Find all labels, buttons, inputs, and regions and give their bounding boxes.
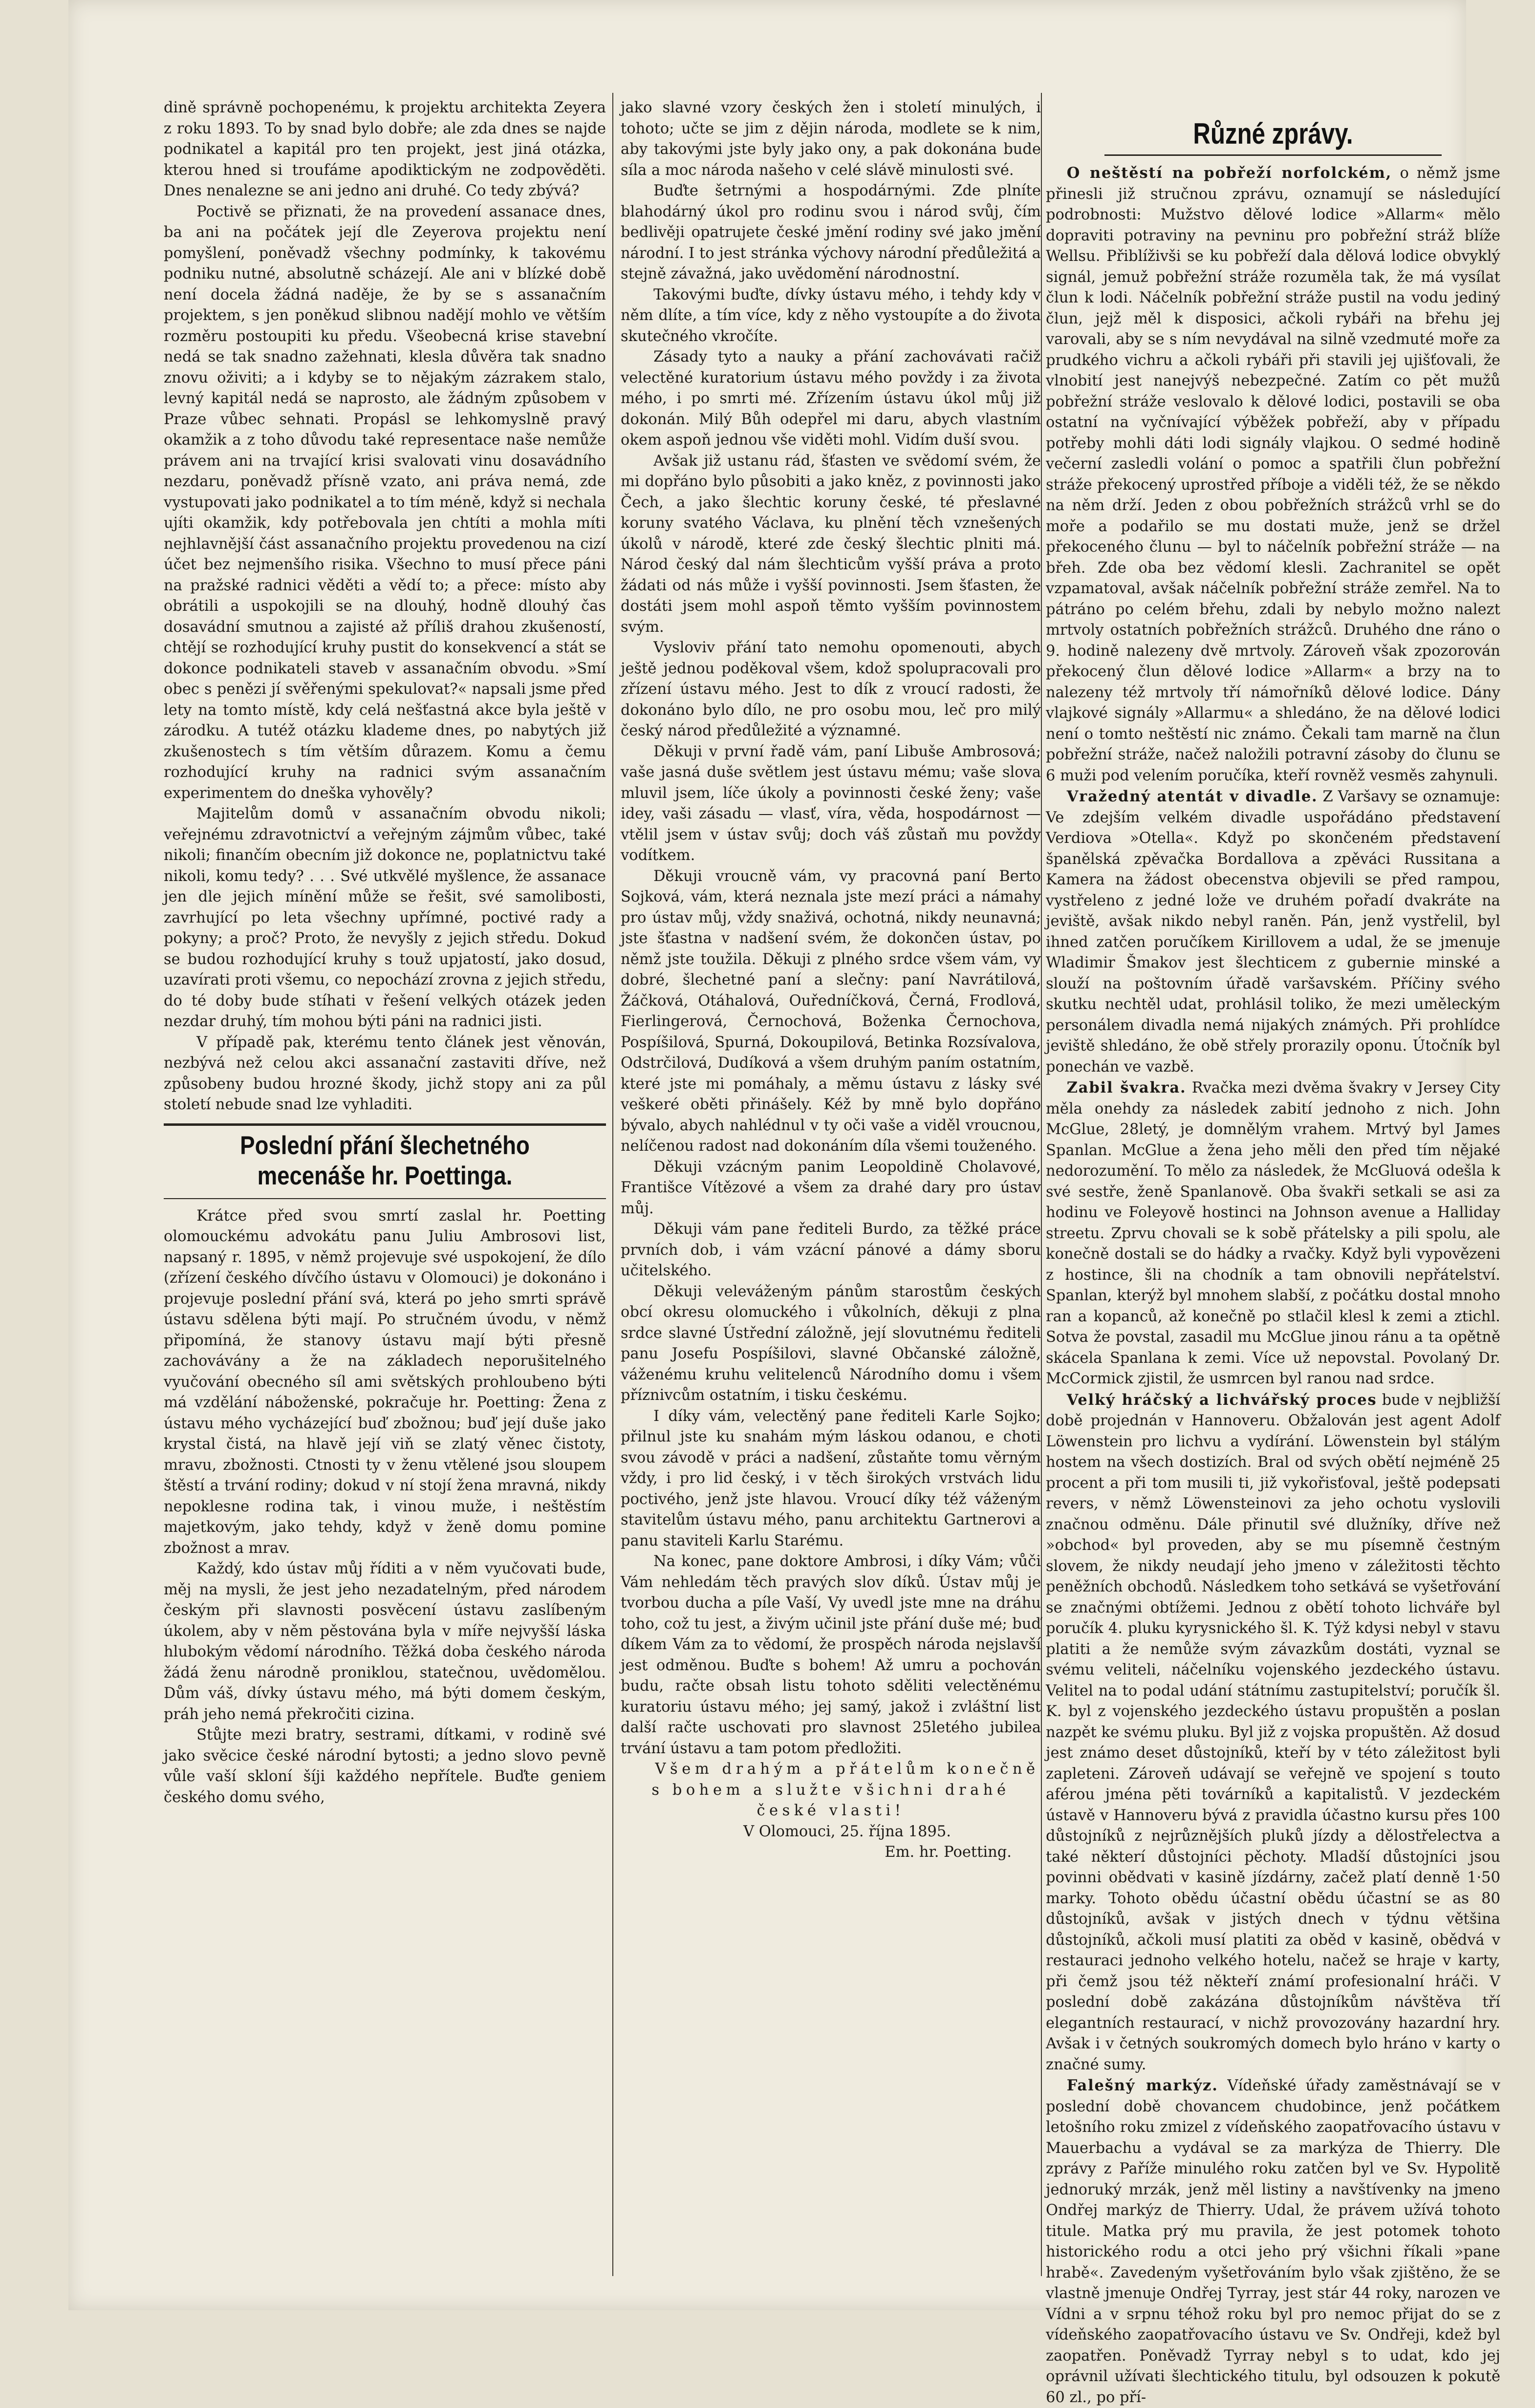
section-title: Různé zprávy. (1193, 117, 1353, 150)
news-item-title: Zabil švakra. (1066, 1079, 1187, 1096)
article-paragraph: Stůjte mezi bratry, sestrami, dítkami, v rodině své jako svěcice české národní bytosti; a jedno slovo pevně vůle vaší skloní šíji každého nepřítele. Buďte geniem českého domu svého, (164, 1726, 606, 1806)
article-paragraph: Buďte šetrnými a hospodárnými. Zde plníte blahodárný úkol pro rodinu svou i národ svůj, čím bedlivěji opatrujete české jmění rodiny své jako jmění národní. I to jest stránka výchovy národní předůležitá a stejně závažná, jako uvědomění národnostní. (621, 182, 1041, 282)
news-item-title: Velký hráčský a lichvářský proces (1066, 1391, 1377, 1409)
section-rule (1104, 154, 1442, 156)
signature: Em. hr. Poetting. (885, 1844, 1012, 1861)
news-item-title: Vražedný atentát v divadle. (1066, 788, 1318, 805)
news-item-text: Z Varšavy se oznamuje: Ve zdejším velkém divadle uspořádáno představení Verdiova »Otella«. Když po skončeném představení španělská zpěvačka Bordallova a zpěváci Russitana a Kamera na žádost obecenstva objevili se před rampou, vystřeleno z jedné lože ve druhém pořadí dvakráte na jeviště, avšak nikdo nebyl raněn. Pán, jenž vystřelil, byl ihned zatčen poručíkem Kirillovem a udal, že se jmenuje Wladimir Šmakov jest šlechticem z gubernie minské a slouží na poštovním úřadě varšavském. Příčiny svého skutku nechtěl udat, prohlásil toliko, že mezi uměleckým personálem divadla nemá nijakých známých. Při prohlídce jeviště shledáno, že obě střely prorazily oponu. Útočník byl ponechán ve vazbě. (1046, 788, 1501, 1075)
article-paragraph: Vysloviv přání tato nemohu opomenouti, abych ještě jednou poděkoval všem, kdož spolupracovali pro zřízení ústavu mého. Jest to dík z vroucí radosti, že dokonáno bylo dílo, ne pro osobu mou, leč pro milý český národ předůležité a významné. (621, 639, 1041, 739)
newspaper-page (68, 0, 1501, 2406)
headline-rule (164, 1198, 606, 1199)
news-item (1046, 2075, 1500, 2408)
article-paragraph: Děkuji veleváženým pánům starostům českých obcí okresu olomuckého i vůkolních, děkuji z plna srdce slavné Ústřední záložně, její slovutnému řediteli panu Josefu Pospíšilovi, slavné Občanské záložně, váženému kruhu velitelenců Národního domu i všem příznivcům ostatním, i tisku českému. (621, 1283, 1041, 1404)
column-right (1046, 98, 1501, 2406)
article-paragraph: Zásady tyto a nauky a přání zachovávati račiž velectěné kuratorium ústavu mého povždy i za života mého, i po smrti mé. Zřízením ústavu úkol můj již dokonán. Milý Bůh odepřel mi daru, abych vlastním okem aspoň jednou vše viděti mohl. Vidím duší svou. (621, 348, 1041, 449)
article-headline: Poslední přání šlechetného mecenáše hr. Poettinga. (240, 1131, 530, 1190)
article-paragraph: dině správně pochopenému, k projektu architekta Zeyera z roku 1893. To by snad bylo dobře; ale zda dnes se najde podnikatel a kapitál pro ten projekt, jest jiná otázka, kterou hned si troufáme apodiktickým ne zodpověděti. Dnes nenalezne se ani jedno ani druhé. Co tedy zbývá? (164, 99, 606, 199)
news-item (1046, 163, 1500, 786)
news-item-text: o němž jsme přinesli již stručnou zprávu, oznamují se následující podrobnosti: Mužstvo dělové lodice »Allarm« mělo dopraviti potraviny na pevninu pro pobřežní stráž blíže Wellsu. Přiblíživši se ku pobřeží dala dělová lodice obvyklý signál, jemuž pobřežní stráže rozuměla tak, že má vysílat člun k lodi. Náčelník pobřežní stráže pustil na vodu jediný člun, jejž měl k disposici, ačkoli rybáři na břehu jej varovali, aby se s ním nevydával na silně vzedmuté moře za prudkého vichru a ačkoli rybáři při stavili jej ujišťovali, že vlnobití jest nanejvýš nebezpečné. Zatím co pět mužů pobřežní stráže veslovalo k dělové lodici, postavili se oba ostatní na vyčnívající výběžek pobřeží, aby v případu potřeby mohli dáti lodi signály vlajkou. O sedmé hodině večerní zasledli volání o pomoc a spatřili člun pobřežní stráže překocený uprostřed příboje a viděli též, že se někdo na něm drží. Jeden z obou pobřežních strážců vrhl se do moře a podařilo se mu dostati muže, jenž se držel překoceného člunu — byl to náčelník pobřežní stráže — na břeh. Zde oba bez vědomí klesli. Zachranitel se opět vzpamatoval, avšak náčelník pobřežní stráže zemřel. Na to pátráno po celém břehu, zdali by nebylo možno nalezt mrtvoly ostatních pobřežních strážců. Druhého dne ráno o 9. hodině nalezeny dvě mrtvoly. Zároveň však zpozorován překocený člun dělové lodice »Allarm« a brzy na to nalezeny též mrtvoly tří námořníků dělové lodice. Dány vlajkové signály »Allarmu« a shledáno, že na dělové lodici není o tomto neštěstí nic známo. Čekali tam marně na člun pobřežní stráže, načež naložili potravní zásoby do člunu se 6 muži pod velením poručíka, kteří rovněž vesměs zahynuli. (1046, 165, 1500, 784)
article-paragraph: Každý, kdo ústav můj říditi a v něm vyučovati bude, měj na mysli, že jest jeho nezadatelným, před národem českým při slavnosti posvěcení ústavu zaslíbeným úkolem, aby v něm pěstována byla v míře nejvyšší láska hlubokým vědomí národního. Těžká doba českého národa žádá ženu národně proniklou, statečnou, uvědomělou. Dům váš, dívky ústavu mého, má býti domem českým, práh jeho nemá překročiti cizina. (164, 1560, 606, 1723)
news-item-text: Vídeňské úřady zaměstnávají se v poslední době chovancem chudobince, jenž počátkem letošního roku zmizel z vídeňského zaopatřovacího ústavu v Mauerbachu a vydával se za markýza de Thierry. Dle zprávy z Paříže minulého roku zatčen byl ve Sv. Hypolitě jednoruký mrzák, jenž měl listiny a navštívenky na jmeno Ondřej markýz de Thierry. Udal, že právem užívá tohoto titule. Matka prý mu pravila, že jest potomek tohoto historického rodu a otci jeho prý všichni říkali »pane hrabě«. Zavedeným vyšetřováním bylo však zjištěno, že se vlastně jmenuje Ondřej Tyrray, jest stár 44 roky, narozen ve Vídni a v srpnu téhož roku byl pro nemoc přijat do se z vídeňského zaopatřovacího ústavu ve Sv. Ondřeji, kdež byl zaopatřen. Poněvadž Tyrray nebyl s to udat, kdo jej oprávnil užívati šlechtického titulu, byl odsouzen k pokutě 60 zl., po pří- (1046, 2077, 1500, 2406)
article-paragraph: Majitelům domů v assanačním obvodu nikoli; veřejnému zdravotnictví a veřejným zájmům vůbec, také nikoli; finančím obecním již dokonce ne, poplatnictvu také nikoli, komu tedy? . . . Své utkvělé myšlence, že assanace jen dle jejich mínění může se řešit, své samolibosti, zavrhující po leta všechny upřímné, poctivé rady a pokyny; a proč? Proto, že nevyšly z jejich středu. Dokud se budou rozhodující kruhy s touž upjatostí, jako dosud, uzavírati proti všemu, co nepochází zrovna z jejich středu, do té doby bude stíhati v řešení velkých otázek jeden nezdar druhý, tím mohou býti páni na radnici jisti. (164, 805, 606, 1030)
article-paragraph: Na konec, pane doktore Ambrosi, i díky Vám; vůči Vám nehledám těch pravých slov díků. Ústav můj je tvorbou ducha a píle Vaší, Vy uvedl jste mne na dráhu toho, což tu jest, a živým učinil jste přání duše mé; buď díkem Vám za to vědomí, že prospěch národa nejslavší jest odměnou. Buďte s bohem! Až umru a pochován budu, račte obsah listu tohoto sděliti velectěnému kuratoriu ústavu mého; jej samý, jakož i zvláštní list další račte uschovati pro slavnost 25letého jubilea trvání ústavu a tam potom předložiti. (621, 1553, 1041, 1757)
news-item-text: bude v nejbližší době projednán v Hannoveru. Obžalován jest agent Adolf Löwenstein pro lichvu a vydírání. Löwenstein byl stálým hostem na všech dostizích. Bral od svých obětí nejméně 25 procent a při tom musili ti, již vykořisťoval, ještě podepsati revers, v němž Löwensteinovi za jeho ochotu vyslovili značnou odměnu. Dále přinutil své dlužníky, dříve než »obchod« byl proveden, aby se mu písemně čestným slovem, že nikdy neudají jeho jmeno v záležitosti těchto peněžních obchodů. Následkem toho setkává se vyšetřování se značnými obtížemi. Jednou z obětí tohoto lichváře byl poručík 4. pluku kyrysnického šl. K. Týž kdysi nebyl v stavu platiti a že nemůže svým závazkům dostáti, vyznal se svému veliteli, náčelníku vojenského jezdeckého ústavu. Velitel na to podal udání státnímu zastupitelství; poručík šl. K. byl z vojenského jezdeckého ústavu propuštěn a poslan nazpět ke svému pluku. Byl již z vojska propuštěn. Až dosud jest známo deset důstojníků, kteří by v této záležitost byli zapleteni. Zároveň udávají se veřejně ve spojení s touto aférou jména pěti továrníků a kapitalistů. V jezdeckém ústavě v Hannoveru bývá z pravidla účastno kursu přes 100 důstojníků z nejrůznějších pluků jízdy a dělostřelectva a také některí důstojníci pěchoty. Mladší důstojníci jsou povinni obědvati v kasině jízdárny, začež platí denně 1·50 marky. Tohoto obědu účastní obědu účastní se as 80 důstojníků, avšak v jistých dnech v týdnu většina důstojníků, ačkoli musí platiti za oběd v kasině, obědvá v restauraci jednoho velkého hotelu, načež se hraje v karty, při čemž jsou též někteří známí profesionalní hráči. V poslední době zakázána důstojníkům návštěva tří elegantních restaurací, v nichž provozovány hazardní hry. Avšak i v četných soukromých domech bylo hráno v karty o značné sumy. (1046, 1391, 1501, 2073)
article-paragraph: Děkuji vzácným panim Leopoldině Cholavové, Františce Vítězové a všem za drahé dary pro ústav můj. (621, 1158, 1041, 1217)
closing-line: Všem drahým a přátelům konečně s bohem a služte všichni drahé české vlasti! (651, 1761, 1039, 1819)
news-item (1046, 1077, 1500, 1390)
article-paragraph: Děkuji vroucně vám, vy pracovná paní Berto Sojková, vám, která neznala jste mezí práci a námahy pro ústav můj, vždy snaživá, ochotná, nikdy neunavná; jste šťastna v nadšení svém, že dokončen ústav, po němž jste toužila. Děkuji z plného srdce všem vám, vy dobré, šlechetné paní a slečny: paní Navrátilová, Žáčková, Otáhalová, Ouředníčková, Černá, Frodlová, Fierlingerová, Černochová, Boženka Černochova, Pospíšilová, Spurná, Dokoupilová, Betinka Rozsívalova, Odstrčilová, Dudíková a všem druhým paním ostatním, které jste mi pomáhaly, a měmu ústavu z lásky své veškeré oběti přinášely. Kéž by mně bylo dopřáno bývalo, abych nahlédnul v ty oči vaše a viděl vroucnou, nelíčenou radost nad dokonáním díla všemi touženého. (621, 867, 1041, 1155)
article-paragraph: Děkuji v první řadě vám, paní Libuše Ambrosová; vaše jasná duše světlem jest ústavu mému; vaše slova mluvil jsem, líče úkoly a povinnosti české ženy; vaše idey, vaši zásadu — vlasť, víra, věda, hospodárnost — vtělil jsem v ústav svůj; doch váš zůstaň mu povždy vodítkem. (621, 743, 1041, 864)
news-item-title: Falešný markýz. (1066, 2077, 1218, 2094)
column-divider (1041, 93, 1042, 2276)
news-item (1046, 1390, 1500, 2076)
article-paragraph: Poctivě se přiznati, že na provedení assanace dnes, ba ani na počátek její dle Zeyerova projektu není pomyšlení, poněvadž všechny podmínky, k takovému podniku nutné, absolutně scházejí. Ale ani v blízké době není docela žádná naděje, že by se s assanačním projektem, s jen poněkud slibnou nadějí mohlo ve větším rozměru postoupiti ku předu. Všeobecná krise stavební nedá se tak snadno zažehnati, klesla důvěra tak snadno znovu oživiti; a i kdyby se to nějakým zázrakem stalo, levný kapitál nedá se naprosto, ale žádným způsobem v Praze vůbec sehnati. Propásl se lehkomyslně pravý okamžik a z toho důvodu také representace naše nemůže právem ani na trvající krisi svalovati vinu dosavádního nezdaru, poněvadž přísně vzato, ani práva nemá, zde vystupovati jako podnikatel a to tím méně, když si nechala ujíti okamžik, kdy potřebovala jen chtíti a mohla míti nejhlavnější část assanačního projektu provedenou na cizí účet bez nejmenšího risika. Všechno to musí přece páni na pražské radnici věděti a vědí to; a přece: místo aby obrátili a uspokojili se na dlouhý, hodně dlouhý čas dosavádní smutnou a zajisté až příliš drahou zkušeností, chtějí se rozhodující kruhy pustit do konsekvencí a stát se dokonce podnikateli staveb v assanačním obvodu. »Smí obec s penězi jí svěřenými spekulovat?« napsali jsme před lety na tomto místě, kdy celá nešťastná akce byla ještě v zárodku. A tutéž otázku klademe dnes, po nabytých již zkušenostech s tím větším důrazem. Komu a čemu rozhodující kruhy na radnici svým assanačním experimentem do dneška vyhověly? (164, 203, 606, 802)
column-left (164, 98, 606, 2276)
article-separator (164, 1123, 606, 1126)
article-paragraph: Avšak již ustanu rád, šťasten ve svědomí svém, že mi dopřáno bylo působiti a jako kněz, z povinnosti jako Čech, a jako šlechtic koruny české, té přeslavné koruny svatého Václava, ku plnění těch vznešených úkolů v národě, které zde český šlechtic plniti má. Národ český dal nám šlechticům vyšší práva a proto žádati od nás může i vyšší povinnosti. Jsem šťasten, že dostáti jsem mohl aspoň těmto vyšším povinnostem svým. (621, 452, 1041, 636)
article-paragraph: Krátce před svou smrtí zaslal hr. Poetting olomouckému advokátu panu Juliu Ambrosovi list, napsaný r. 1895, v němž projevuje své uspokojení, že dílo (zřízení českého dívčího ústavu v Olomouci) je dokonáno i projevuje poslední přání svá, která po jeho smrti správě ústavu sdělena býti mají. Po stručném úvodu, v němž připomíná, že stanovy ústavu mají býti přesně zachovávány a že na základech neporušitelného vyučování obecného síl ami světských prohloubeno býti má vzdělání náboženské, pokračuje hr. Poetting: Žena z ústavu mého vycházející buď zbožnou; buď její duše jako krystal čistá, na hlavě její viň se zlatý věnec čistoty, mravu, zbožnosti. Ctnosti ty v ženu vtělené jsou sloupem štěstí a trvání rodiny; dokud v ní stojí žena mravná, nikdy nepoklesne rodina tak, i vinou muže, i neštěstím majetkovým, jako tehdy, když v ženě domu pomine zbožnost a mrav. (164, 1207, 606, 1557)
news-item (1046, 786, 1500, 1077)
dateline: V Olomouci, 25. října 1895. (743, 1823, 951, 1840)
news-item-title: O neštěstí na pobřeží norfolckém, (1066, 164, 1392, 182)
article-paragraph: V případě pak, kterému tento článek jest věnován, nezbývá než celou akci assanační zastaviti dříve, než způsobeny budou hrozné škody, jichž stopy ani za půl století nebude snad lze vyhladiti. (164, 1033, 606, 1113)
column-middle (621, 98, 1041, 2276)
article-paragraph: I díky vám, velectěný pane řediteli Karle Sojko; přilnul jste ku snahám mým láskou odanou, e choti svou závodě v práci a nadšení, zůstaňte tomu věrným vždy, i pro lid český, i v těch širokých vrstvách lidu poctivého, jenž jste hlavou. Vroucí díky též váženým stavitelům ústavu mého, panu architektu Gartnerovi a panu staviteli Karlu Starému. (621, 1407, 1041, 1549)
article-paragraph: Děkuji vám pane řediteli Burdo, za těžké práce prvních dob, i vám vzácní pánové a dámy sboru učitelského. (621, 1221, 1041, 1279)
news-item-text: Rvačka mezi dvěma švakry v Jersey City měla onehdy za následek zabití jednoho z nich. John McGlue, 28letý, je domnělým vrahem. Mrtvý byl James Spanlan. McGlue a žena jeho měli den před tím nějaké nedorozumění. To mělo za následek, že McGluová odešla k své sestře, ženě Spanlanově. Oba švakři setkali se asi za hodinu ve Foleyově hostinci na Johnson avenue a Halliday streetu. Zprvu chovali se k sobě přátelsky a pili spolu, ale konečně dostali se do hádky a rvačky. Když byli vypovězeni z hostince, šli na chodník a tam obnovili nepřátelství. Spanlan, kterýž byl mnohem slabší, z počátku dostal mnoho ran a kopanců, až konečně po stlačil klesl k zemi a ztichl. Sotva že povstal, zasadil mu McGlue jinou ránu a ta opětně skácela Spanlana k zemi. Více už nepovstal. Povolaný Dr. McCormick zjistil, že usmrcen byl ranou nad srdce. (1046, 1079, 1500, 1387)
article-paragraph: jako slavné vzory českých žen i století minulých, i tohoto; učte se jim z dějin národa, modlete se k nim, aby takovými jste byly jako ony, a pak dokonána bude síla a moc národa našeho v celé slávě minulosti své. (621, 99, 1041, 179)
column-divider (612, 93, 613, 2276)
article-paragraph: Takovými buďte, dívky ústavu mého, i tehdy kdy v něm dlíte, a tím více, kdy z něho vystoupíte a do života skutečného vkročíte. (621, 286, 1041, 345)
